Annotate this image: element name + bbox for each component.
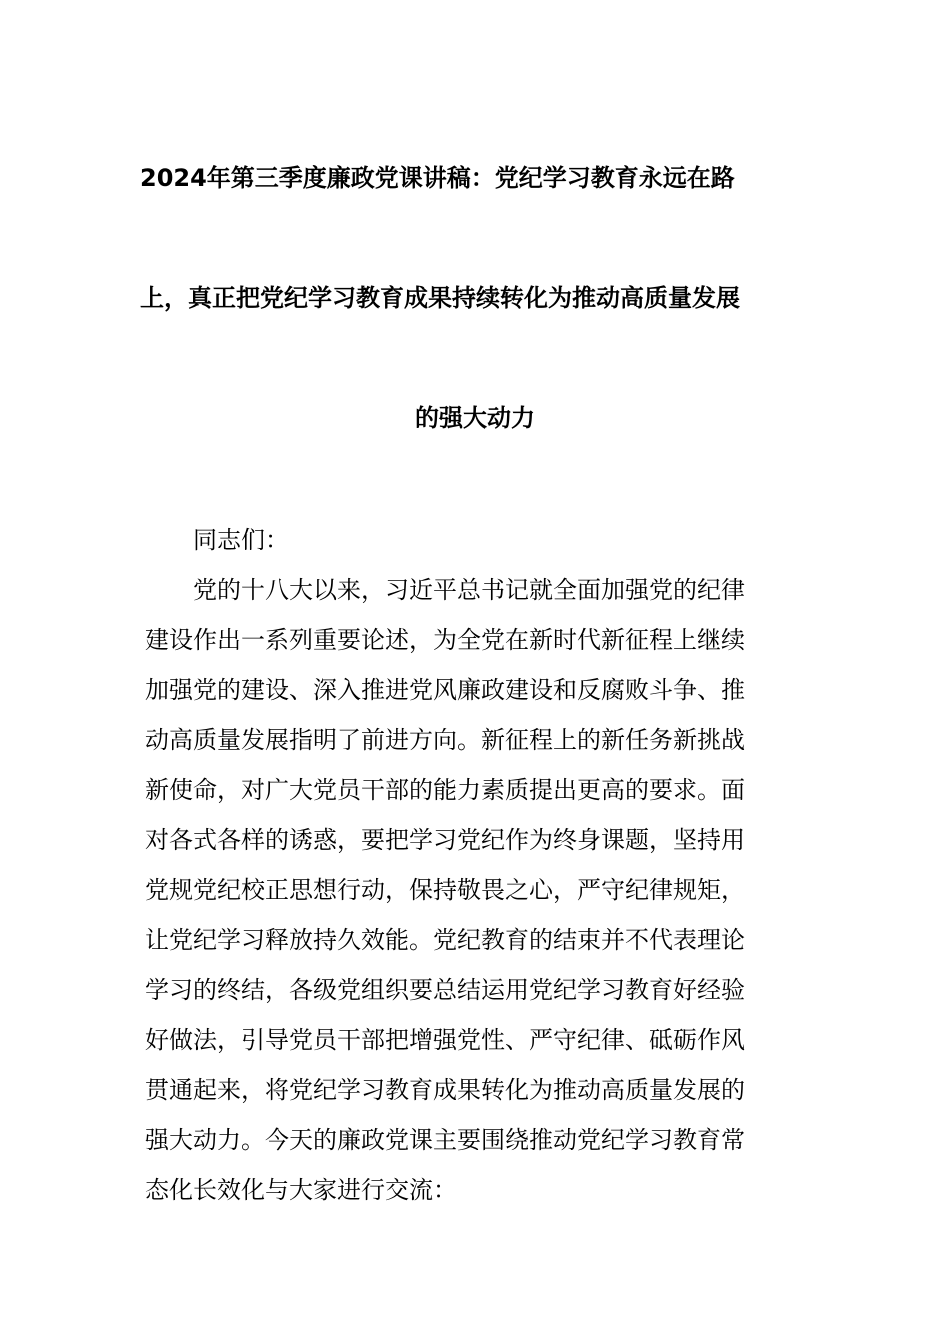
paragraph-line: 新使命，对广大党员干部的能力素质提出更高的要求。面	[145, 776, 745, 804]
paragraph	[145, 565, 807, 1215]
paragraph-line: 好做法，引导党员干部把增强党性、严守纪律、砥砺作风	[145, 1026, 745, 1054]
paragraph-line: 对各式各样的诱惑，要把学习党纪作为终身课题，坚持用	[145, 826, 745, 854]
paragraph-line: 建设作出一系列重要论述，为全党在新时代新征程上继续	[145, 626, 745, 654]
paragraph-line: 态化长效化与大家进行交流：	[145, 1176, 457, 1204]
paragraph-line: 动高质量发展指明了前进方向。新征程上的新任务新挑战	[145, 726, 745, 754]
paragraph-line: 党规党纪校正思想行动，保持敬畏之心，严守纪律规矩，	[145, 876, 745, 904]
paragraph-line: 加强党的建设、深入推进党风廉政建设和反腐败斗争、推	[145, 676, 745, 704]
document-body	[145, 515, 807, 1215]
title-line-2: 上，真正把党纪学习教育成果持续转化为推动高质量发展	[140, 284, 740, 312]
document-title	[140, 150, 810, 446]
paragraph-line: 学习的终结，各级党组织要总结运用党纪学习教育好经验	[145, 976, 745, 1004]
title-line-1: 2024年第三季度廉政党课讲稿：党纪学习教育永远在路	[140, 164, 735, 192]
paragraph-line: 让党纪学习释放持久效能。党纪教育的结束并不代表理论	[145, 926, 745, 954]
paragraph-line: 党的十八大以来，习近平总书记就全面加强党的纪律	[193, 576, 745, 604]
greeting: 同志们：	[193, 526, 289, 554]
paragraph-line: 贯通起来，将党纪学习教育成果转化为推动高质量发展的	[145, 1076, 745, 1104]
paragraph-line: 强大动力。今天的廉政党课主要围绕推动党纪学习教育常	[145, 1126, 745, 1154]
title-line-3: 的强大动力	[415, 404, 535, 432]
